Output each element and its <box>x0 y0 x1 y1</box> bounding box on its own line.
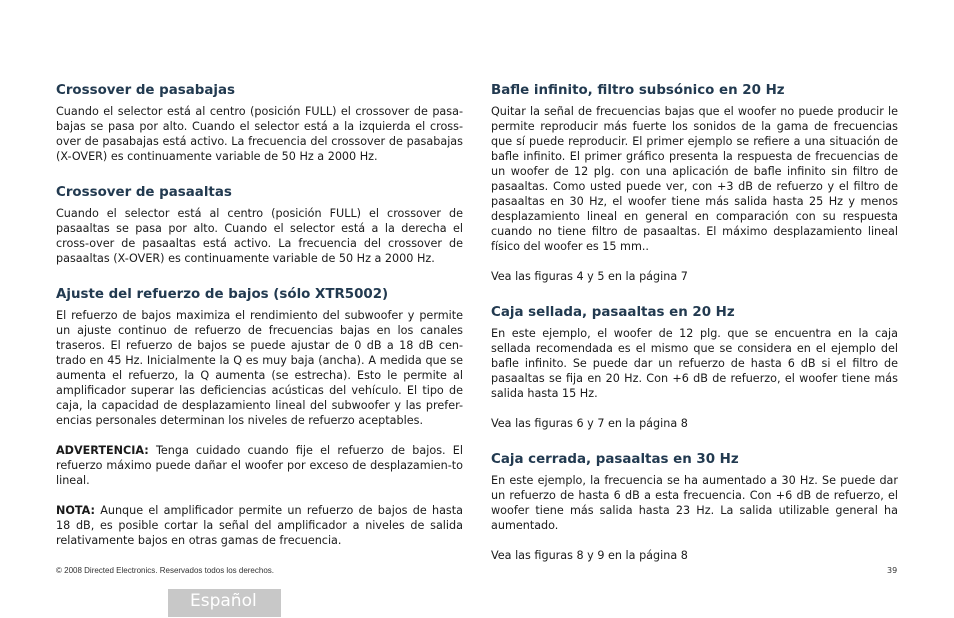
warning-text: Tenga cuidado cuando fije el refuerzo de bajos. El refuerzo máximo puede dañar el woofer por exceso de desplazamien-to lineal. <box>56 444 463 487</box>
figure-reference-8-9: Vea las figuras 8 y 9 en la página 8 <box>491 549 688 562</box>
figure-reference-4-5: Vea las figuras 4 y 5 en la página 7 <box>491 270 688 283</box>
paragraph-sealed-box: En este ejemplo, el woofer de 12 plg. que se encuentra en la caja sellada recomendada es el mismo que se considera en el ejemplo del bafle infinito. Se puede dar un refuerzo de hasta 6 dB si el filtro de pasaaltas se fija en 20 Hz. Con +6 dB de refuerzo, el woofer tiene más salida hasta 15 Hz. <box>491 327 898 400</box>
heading-infinite-baffle: Bafle infinito, filtro subsónico en 20 Hz <box>491 83 785 98</box>
heading-lowpass-crossover: Crossover de pasabajas <box>56 83 236 98</box>
note-text: Aunque el amplificador permite un refuerzo de bajos de hasta 18 dB, es posible cortar la señal del amplificador a niveles de salida relativamente bajos en otras gamas de frecuencia. <box>56 504 463 547</box>
page-number: 39 <box>887 566 898 575</box>
heading-highpass-crossover: Crossover de pasaaltas <box>56 185 232 200</box>
language-tab-label: Español <box>190 591 257 611</box>
copyright-notice: © 2008 Directed Electronics. Reservados todos los derechos. <box>56 566 275 575</box>
paragraph-bass-boost: El refuerzo de bajos maximiza el rendimiento del subwoofer y permite un ajuste continuo de refuerzo de frecuencias bajas en los canales traseros. El refuerzo de bajos se puede ajustar de 0 dB a 18 dB cen-trado en 45 Hz. Inicialmente la Q es muy baja (ancha). A medida que se aumenta el refuerzo, la Q aumenta (se estrecha). Esto le permite al amplificador superar las deficiencias acústicas del vehículo. El tipo de caja, la capacidad de desplazamiento lineal del subwoofer y las prefer-encias personales determinan los niveles de refuerzo aceptables. <box>56 309 463 427</box>
left-column <box>56 82 463 548</box>
heading-closed-box: Caja cerrada, pasaaltas en 30 Hz <box>491 452 739 467</box>
language-tab <box>168 589 281 617</box>
paragraph-closed-box: En este ejemplo, la frecuencia se ha aumentado a 30 Hz. Se puede dar un refuerzo de hasta 6 dB a esta frecuencia. Con +6 dB de refuerzo, el woofer tiene más salida hasta 23 Hz. La salida utilizable general ha aumentado. <box>491 474 898 532</box>
note-paragraph <box>56 503 463 548</box>
figure-reference-6-7: Vea las figuras 6 y 7 en la página 8 <box>491 417 688 430</box>
warning-paragraph <box>56 443 463 488</box>
note-label: NOTA: <box>56 504 95 517</box>
paragraph-highpass-crossover: Cuando el selector está al centro (posición FULL) el crossover de pasaaltas se pasa por alto. Cuando el selector está a la derecha el cross-over de pasaaltas está activo. La frecuencia del crossover de pasaaltas (X-OVER) es continuamente variable de 50 Hz a 2000 Hz. <box>56 207 463 265</box>
warning-label: ADVERTENCIA: <box>56 444 149 457</box>
heading-bass-boost: Ajuste del refuerzo de bajos (sólo XTR5002) <box>56 287 389 302</box>
paragraph-lowpass-crossover: Cuando el selector está al centro (posición FULL) el crossover de pasa-bajas se pasa por alto. Cuando el selector está a la izquierda el cross-over de pasabajas está activo. La frecuencia del crossover de pasabajas (X-OVER) es continuamente variable de 50 Hz a 2000 Hz. <box>56 105 463 163</box>
heading-sealed-box: Caja sellada, pasaaltas en 20 Hz <box>491 305 735 320</box>
right-column <box>491 82 898 563</box>
paragraph-infinite-baffle: Quitar la señal de frecuencias bajas que el woofer no puede producir le permite reproducir más fuerte los sonidos de la gama de frecuencias que sí puede reproducir. El primer ejemplo se refiere a una situación de bafle infinito. El primer gráfico presenta la respuesta de frecuencias de un woofer de 12 plg. con una aplicación de bafle infinito sin filtro de pasaaltas. Como usted puede ver, con +3 dB de refuerzo y el filtro de pasaaltas en 30 Hz, el woofer tiene más salida hasta 25 Hz y menos desplazamiento lineal en general en comparación con su respuesta cuando no tiene filtro de pasaaltas. El máximo desplazamiento lineal físico del woofer es 15 mm.. <box>491 105 898 253</box>
